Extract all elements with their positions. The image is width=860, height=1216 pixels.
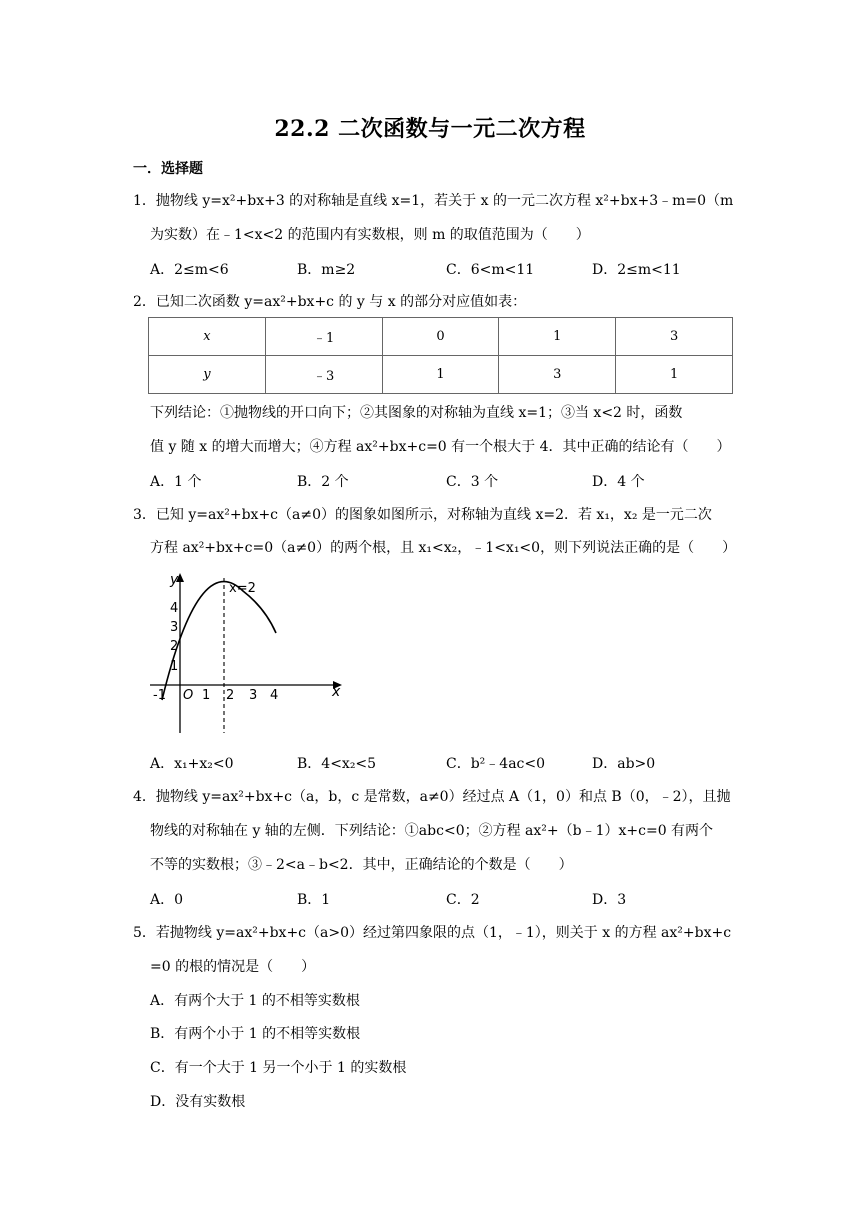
table-cell: 1 <box>382 356 499 394</box>
q5-option-a[interactable]: A．有两个大于 1 的不相等实数根 <box>150 993 360 1009</box>
x-tick-label: -1 <box>153 688 166 703</box>
origin-label: O <box>183 688 194 703</box>
q2-line-2: 下列结论：①抛物线的开口向下；②其图象的对称轴为直线 x=1；③当 x<2 时，函数 <box>150 405 683 421</box>
parabola-graph <box>150 568 350 738</box>
x-tick-label: 2 <box>226 688 235 703</box>
table-cell: ﹣3 <box>265 356 382 394</box>
page-title: 22.2 二次函数与一元二次方程 <box>274 116 586 142</box>
q3-line-1: 3．已知 y=ax²+bx+c（a≠0）的图象如图所示，对称轴为直线 x=2．若 x₁，x₂ 是一元二次 <box>133 507 712 523</box>
q5-option-c[interactable]: C．有一个大于 1 另一个小于 1 的实数根 <box>150 1060 407 1076</box>
x-axis-label: x <box>332 684 341 700</box>
q4-line-1: 4．抛物线 y=ax²+bx+c（a，b，c 是常数，a≠0）经过点 A（1，0）和点 B（0，﹣2），且抛 <box>133 789 731 805</box>
q4-line-2: 物线的对称轴在 y 轴的左侧．下列结论：①abc<0；②方程 ax²+（b﹣1）x+c=0 有两个 <box>150 823 714 839</box>
y-axis-label: y <box>170 572 179 588</box>
q2-option-b[interactable]: B．2 个 <box>297 474 349 490</box>
q5-line-1: 5．若抛物线 y=ax²+bx+c（a>0）经过第四象限的点（1，﹣1），则关于 x 的方程 ax²+bx+c <box>133 925 732 941</box>
q1-line-2: 为实数）在﹣1<x<2 的范围内有实数根，则 m 的取值范围为（ ） <box>150 227 590 243</box>
table-cell: 1 <box>616 356 733 394</box>
table-cell: 1 <box>499 318 616 356</box>
q5-option-d[interactable]: D．没有实数根 <box>150 1094 246 1110</box>
value-table <box>148 317 733 394</box>
q4-option-c[interactable]: C．2 <box>446 892 480 908</box>
table-cell: ﹣1 <box>265 318 382 356</box>
q4-option-a[interactable]: A．0 <box>150 892 184 908</box>
q2-option-c[interactable]: C．3 个 <box>446 474 499 490</box>
table-cell: x <box>149 318 266 356</box>
symmetry-label: x=2 <box>229 581 256 596</box>
table-row <box>149 356 733 394</box>
q2-option-a[interactable]: A．1 个 <box>150 474 202 490</box>
q4-option-b[interactable]: B．1 <box>297 892 331 908</box>
q2-option-d[interactable]: D．4 个 <box>592 474 645 490</box>
section-heading: 一．选择题 <box>133 161 203 177</box>
q1-line-1: 1．抛物线 y=x²+bx+3 的对称轴是直线 x=1，若关于 x 的一元二次方程 x²+bx+3﹣m=0（m <box>133 193 734 209</box>
y-tick-label: 2 <box>170 639 179 654</box>
x-tick-label: 4 <box>270 688 279 703</box>
q1-option-c[interactable]: C．6<m<11 <box>446 262 535 278</box>
q3-option-c[interactable]: C．b²﹣4ac<0 <box>446 756 546 772</box>
parabola-curve <box>162 582 276 700</box>
q1-option-a[interactable]: A．2≤m<6 <box>150 262 229 278</box>
q2-line-3: 值 y 随 x 的增大而增大；④方程 ax²+bx+c=0 有一个根大于 4．其中正确的结论有（ ） <box>150 439 731 455</box>
q3-option-a[interactable]: A．x₁+x₂<0 <box>150 756 234 772</box>
y-tick-label: 1 <box>170 659 179 674</box>
table-row <box>149 318 733 356</box>
q1-option-d[interactable]: D．2≤m<11 <box>592 262 681 278</box>
q1-option-b[interactable]: B．m≥2 <box>297 262 356 278</box>
q5-option-b[interactable]: B．有两个小于 1 的不相等实数根 <box>150 1026 361 1042</box>
table-cell: 0 <box>382 318 499 356</box>
x-tick-label: 3 <box>249 688 258 703</box>
q4-line-3: 不等的实数根；③﹣2<a﹣b<2．其中，正确结论的个数是（ ） <box>150 857 573 873</box>
q3-line-2: 方程 ax²+bx+c=0（a≠0）的两个根，且 x₁<x₂，﹣1<x₁<0，则下列说法正确的是（ ） <box>150 540 737 556</box>
q4-option-d[interactable]: D．3 <box>592 892 627 908</box>
table-cell: 3 <box>499 356 616 394</box>
x-tick-label: 1 <box>202 688 211 703</box>
y-tick-label: 4 <box>170 601 179 616</box>
q5-line-2: =0 的根的情况是（ ） <box>150 959 316 975</box>
table-cell: y <box>149 356 266 394</box>
q3-option-d[interactable]: D．ab>0 <box>592 756 656 772</box>
table-cell: 3 <box>616 318 733 356</box>
q3-option-b[interactable]: B．4<x₂<5 <box>297 756 377 772</box>
q2-line-1: 2．已知二次函数 y=ax²+bx+c 的 y 与 x 的部分对应值如表： <box>133 294 527 310</box>
y-tick-label: 3 <box>170 620 179 635</box>
